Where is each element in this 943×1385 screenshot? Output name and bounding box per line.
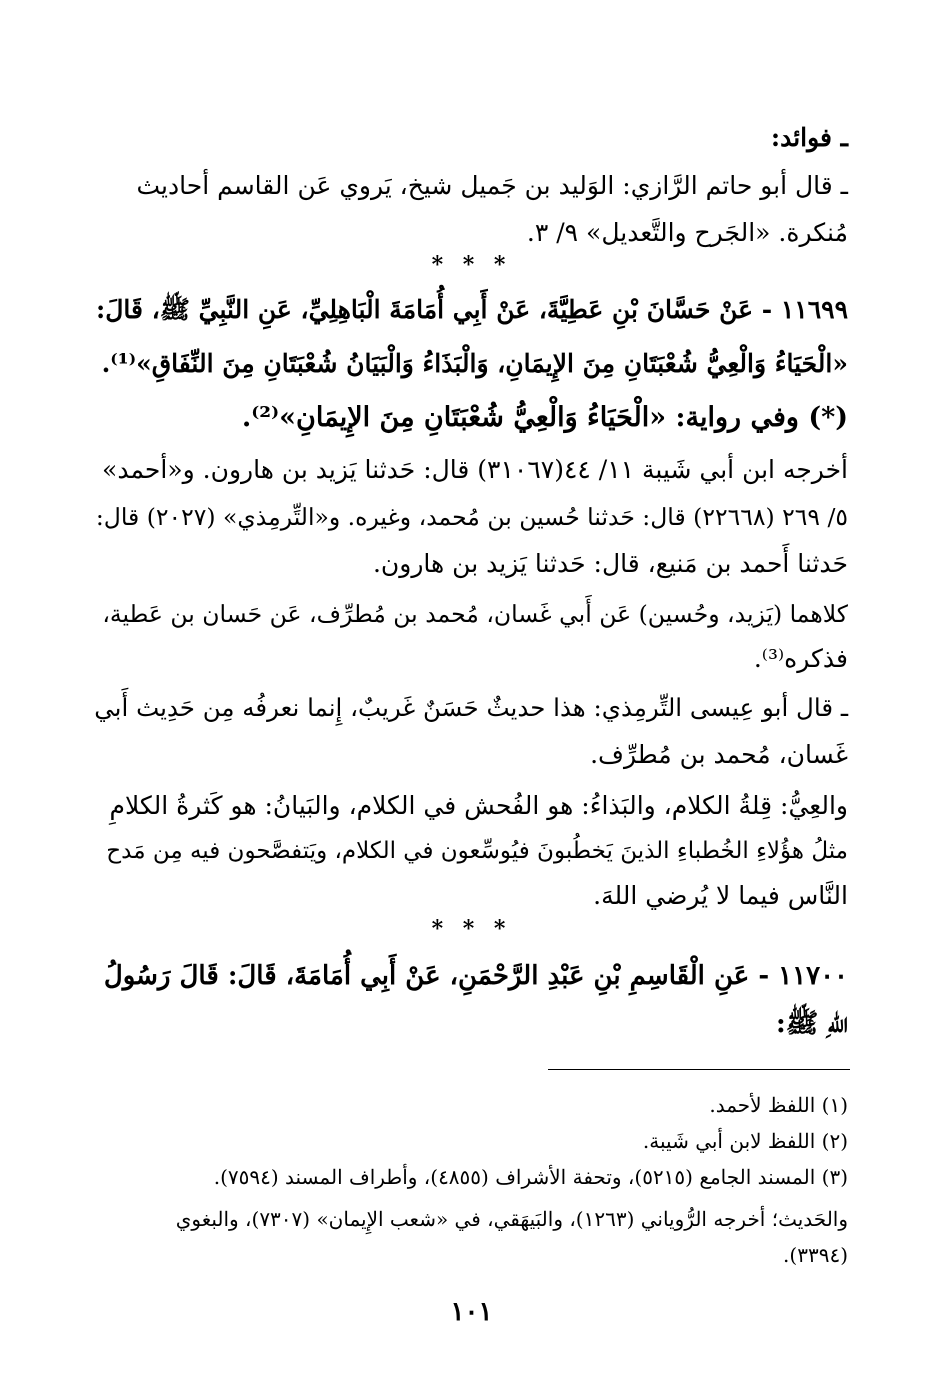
para-abu-hatim-line-2: مُنكرة. «الجَرح والتَّعديل» ٩/ ٣. [526,218,848,247]
footnote-divider [548,1069,850,1070]
section-separator: * * * [431,252,512,278]
section-separator-2: * * * [431,916,512,942]
tirmidhi-line-1: ـ قال أبو عِيسى التِّرمِذي: هذا حديثٌ حَسَنٌ غَريبٌ، إِنما نعرفُه مِن حَدِيث أَبي [94,693,848,722]
footnote-1: (١) اللفظ لأحمد. [709,1093,848,1117]
footnote-3-cont-1: والحَديث؛ أخرجه الرُّوياني (١٢٦٣)، والبَيهَقي، في «شعب الإِيمان» (٧٣٠٧)، والبغوي [175,1207,848,1231]
hadith-11699-riwaya: (*) وفي رواية: «الْحَيَاءُ وَالْعِيُّ شُعْبَتَانِ مِنَ الإِيمَانِ»⁽²⁾. [241,402,848,433]
explanation-line-1: والعِيُّ: قِلةُ الكلام، والبَذاءُ: هو الفُحش في الكلام، والبَيانُ: هو كَثرةُ الكلامِ [109,791,848,820]
takhrij-line-1: أخرجه ابن أبي شَيبة ١١/ ٤٤(٣١٠٦٧) قال: حَدثنا يَزيد بن هارون. و«أحمد» [102,455,848,484]
kilahuma-line-1: كلاهما (يَزيد، وحُسين) عَن أَبي غَسان، مُحمد بن مُطرِّف، عَن حَسان بن عَطية، [102,600,848,628]
footnote-2: (٢) اللفظ لابن أبي شَيبة. [642,1129,848,1153]
hadith-11700-line-1: ١١٧٠٠ - عَنِ الْقَاسِمِ بْنِ عَبْدِ الرَّحْمَنِ، عَنْ أَبِي أُمَامَةَ، قَالَ: قَالَ رَسُولُ [103,961,848,991]
tirmidhi-line-2: غَسان، مُحمد بن مُطرِّف. [590,740,848,769]
explanation-line-2: مثلُ هؤُلاءِ الخُطباءِ الذينَ يَخطُبونَ فيُوسِّعون في الكلام، ويَتفصَّحون فيه مِن مَدح [106,838,848,864]
explanation-line-3: النَّاس فيما لا يُرضي اللهَ. [593,881,848,910]
takhrij-line-3: حَدثنا أَحمد بن مَنيع، قال: حَدثنا يَزيد بن هارون. [372,549,848,578]
fawaid-heading: ـ فوائد: [770,123,848,152]
hadith-11699-line-2: «الْحَيَاءُ وَالْعِيُّ شُعْبَتَانِ مِنَ الإِيمَانِ، وَالْبَذَاءُ وَالْبَيَانُ شُعْبَتَانِ مِنَ النِّفَاقِ»⁽¹⁾. [101,349,848,378]
kilahuma-line-2: فذكره⁽³⁾. [753,644,848,673]
footnote-3-cont-2: (٣٣٩٤). [783,1243,848,1267]
para-abu-hatim-line-1: ـ قال أبو حاتم الرَّازي: الوَليد بن جَميل شيخ، يَروي عَن القاسم أحاديث [136,171,848,200]
hadith-11699-line-1: ١١٦٩٩ - عَنْ حَسَّانَ بْنِ عَطِيَّةَ، عَنْ أَبِي أُمَامَةَ الْبَاهِلِيِّ، عَنِ النَّبِيِّ ﷺ، قَالَ: [96,295,848,324]
page-number: ١٠١ [450,1297,493,1327]
footnote-3: (٣) المسند الجامع (٥٢١٥)، وتحفة الأشراف (٤٨٥٥)، وأطراف المسند (٧٥٩٤). [213,1165,848,1189]
takhrij-line-2: ٥/ ٢٦٩ (٢٢٦٦٨) قال: حَدثنا حُسين بن مُحمد، وغيره. و«التِّرمِذي» (٢٠٢٧) قال: [95,503,848,531]
hadith-11700-line-2: اللهِ ﷺ: [775,1008,848,1039]
